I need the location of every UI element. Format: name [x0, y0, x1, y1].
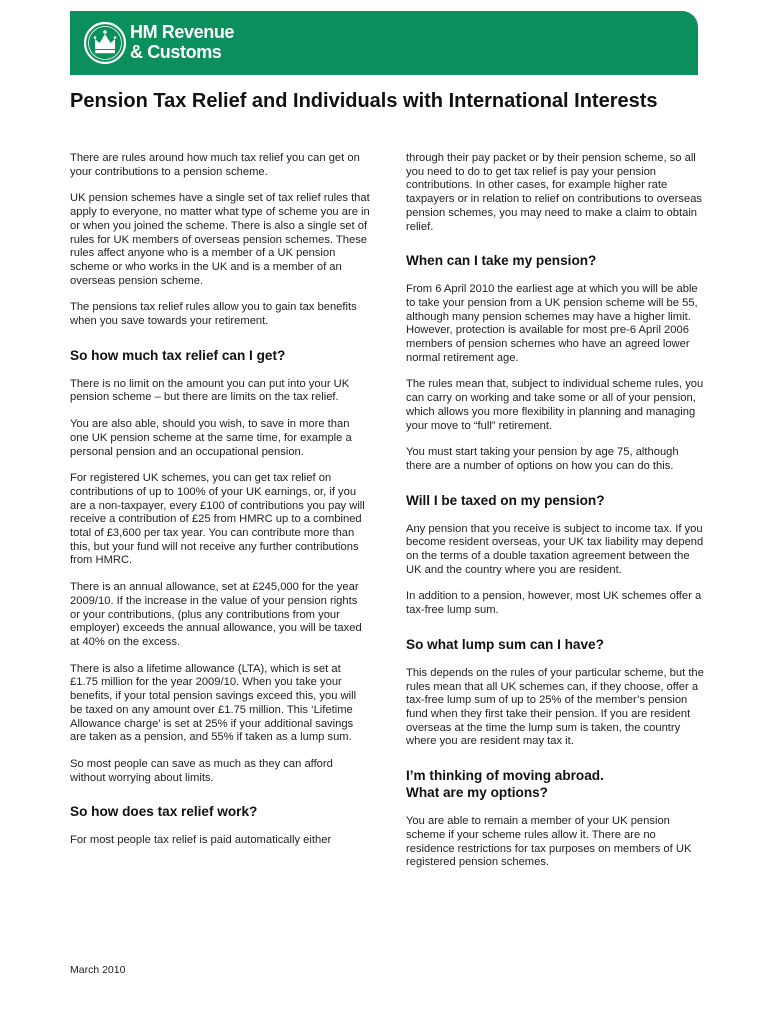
section-heading: So how does tax relief work? [70, 804, 258, 820]
paragraph: The pensions tax relief rules allow you to gain tax benefits when you save towards your retirement. [70, 301, 357, 328]
paragraph: For registered UK schemes, you can get tax relief on contributions of up to 100% of your UK earnings, or, if you are a non-taxpayer, every £100 of contributions you pay will receive a contribution of £25 from HMRC up to a combined total of £3,600 per tax year. You can contribute more than this, but your fund will not receive any further contributions from HMRC. [70, 472, 365, 567]
paragraph: You are also able, should you wish, to save in more than one UK pension scheme at the same time, for example a personal pension and an occupational pension. [70, 418, 352, 458]
hmrc-logo-text [130, 22, 234, 62]
paragraph: There is no limit on the amount you can put into your UK pension scheme – but there are limits on the tax relief. [70, 377, 350, 404]
brand-line-2: & Customs [130, 42, 222, 62]
section-heading [406, 767, 706, 801]
document-title: Pension Tax Relief and Individuals with International Interests [70, 90, 658, 112]
paragraph: There is also a lifetime allowance (LTA), which is set at £1.75 million for the year 2009/10. When you take your benefits, if your total pension savings exceed this, you will be taxed on any amount over £1.75 million. This ‘Lifetime Allowance charge’ is set at 25% if your additional savings are taken as a pension, and 55% if taken as a lump sum. [70, 662, 357, 744]
section-heading: So how much tax relief can I get? [70, 347, 286, 363]
paragraph: From 6 April 2010 the earliest age at which you will be able to take your pension from a UK pension scheme will be 55, although many pension schemes may have a higher limit. However, protection is available for most pre-6 April 2006 members of pension schemes who have an agreed lower normal retirement age. [406, 283, 698, 364]
paragraph: For most people tax relief is paid automatically either [70, 834, 332, 847]
paragraph: There are rules around how much tax relief you can get on your contributions to a pension scheme. [70, 152, 360, 178]
paragraph: You are able to remain a member of your UK pension scheme if your scheme rules allow it. There are no residence restrictions for tax purposes on members of UK registered pension schemes. [406, 815, 692, 869]
left-column [70, 152, 370, 861]
hmrc-header-banner [70, 11, 698, 75]
section-heading: Will I be taxed on my pension? [406, 492, 605, 508]
paragraph: through their pay packet or by their pension scheme, so all you need to do to get tax relief is pay your pension contributions. In other cases, for example higher rate taxpayers or in relation to relief on contributions to overseas pension schemes, you may need to make a claim to obtain relief. [406, 152, 703, 233]
heading-line-2: What are my options? [406, 785, 548, 801]
section-heading: When can I take my pension? [406, 253, 597, 269]
paragraph: UK pension schemes have a single set of tax relief rules that apply to everyone, no matter what type of scheme you are in or when you joined the scheme. There is also a single set of rules for UK members of overseas pension schemes. These rules affect anyone who is a member of a UK pension scheme or who works in the UK and is a member of an overseas pension scheme. [70, 192, 370, 287]
paragraph: You must start taking your pension by age 75, although there are a number of options on how you can do this. [406, 446, 679, 472]
paragraph: This depends on the rules of your particular scheme, but the rules mean that all UK schemes can, if they choose, offer a tax-free lump sum of up to 25% of the member’s pension fund when they first take their pension. If you are resident overseas at the time the lump sum is taken, the country where you are resident may tax it. [406, 666, 704, 748]
paragraph: So most people can save as much as they can afford without worrying about limits. [70, 757, 333, 784]
footer-date: March 2010 [70, 964, 126, 976]
right-column [406, 152, 706, 883]
brand-line-1: HM Revenue [130, 22, 235, 42]
paragraph: Any pension that you receive is subject to income tax. If you become resident overseas, your UK tax liability may depend on the terms of a double taxation agreement between the UK and the country where you are resident. [406, 522, 704, 576]
section-heading: So what lump sum can I have? [406, 636, 604, 652]
heading-line-1: I’m thinking of moving abroad. [406, 768, 604, 784]
royal-crown-crest-icon [83, 21, 127, 65]
paragraph: In addition to a pension, however, most UK schemes offer a tax-free lump sum. [406, 590, 702, 617]
paragraph: There is an annual allowance, set at £245,000 for the year 2009/10. If the increase in the value of your pension rights or your contributions, (plus any contributions from your employer) exceeds the annual allowance, you will be taxed at 40% on the excess. [70, 581, 362, 648]
paragraph: The rules mean that, subject to individual scheme rules, you can carry on working and take some or all of your pension, which allows you more flexibility in planning and managing your move to “full” retirement. [406, 378, 704, 432]
